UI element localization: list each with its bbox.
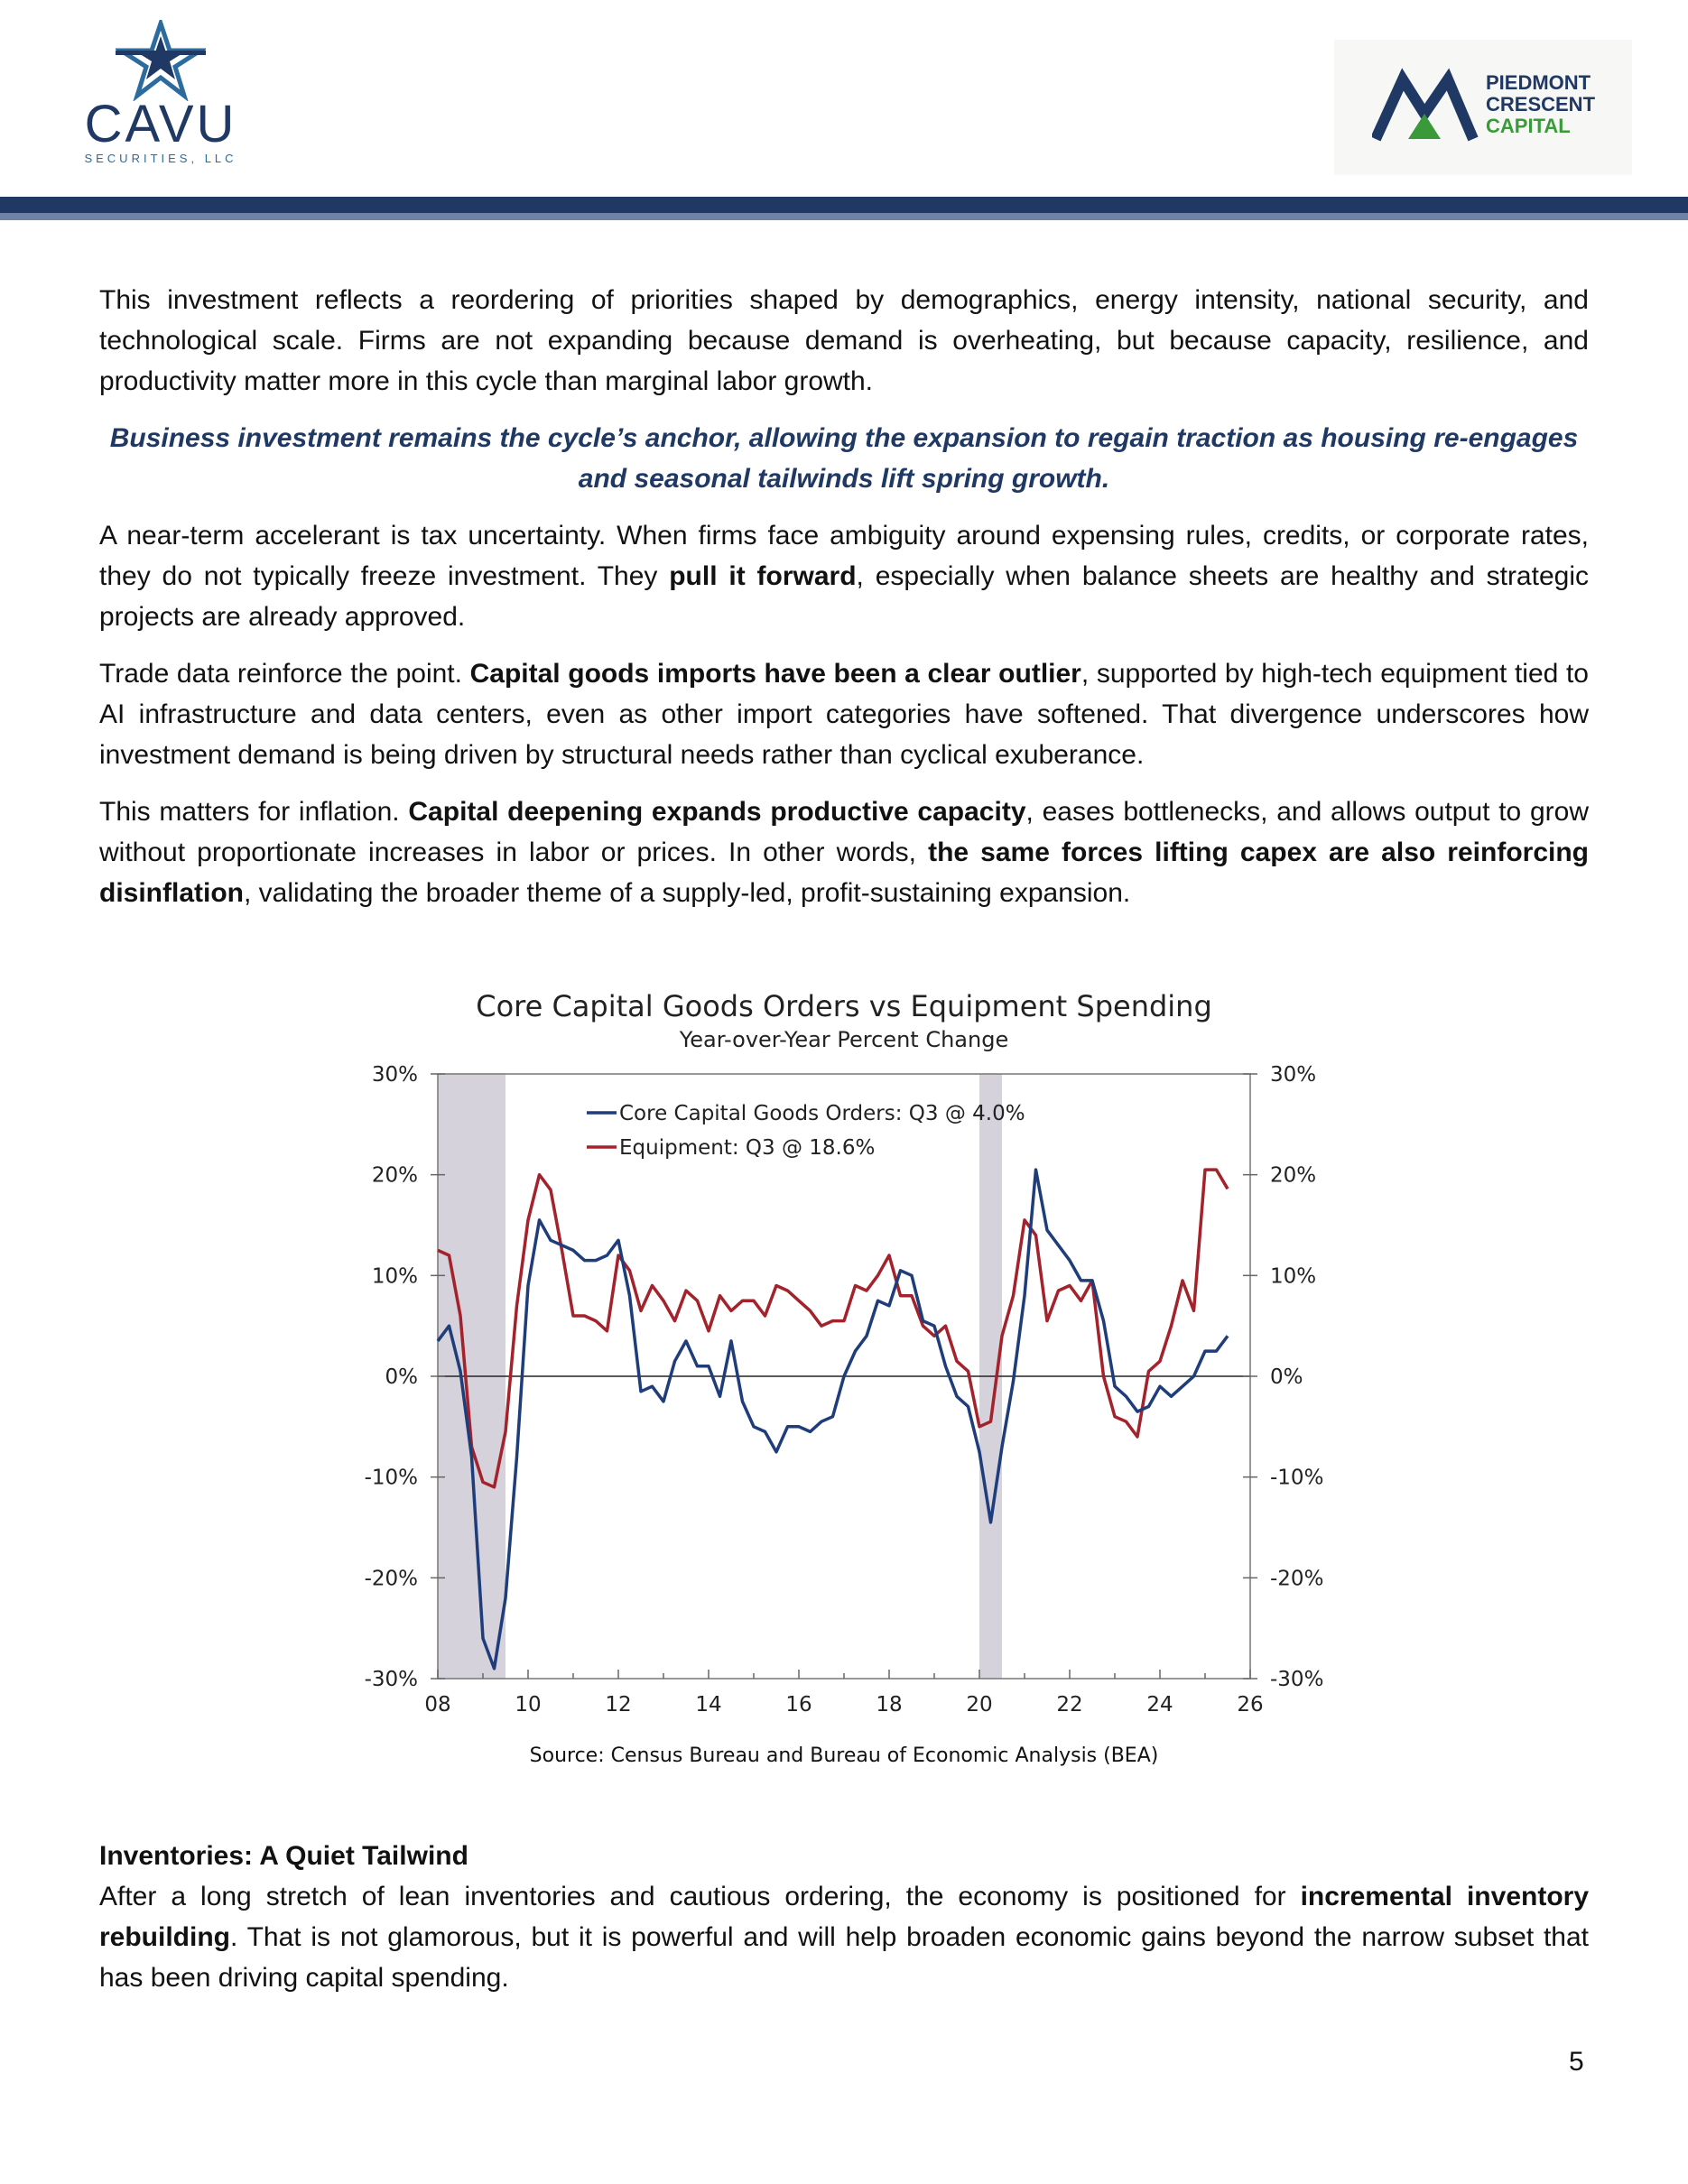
cavu-subtitle: SECURITIES, LLC [84,152,237,165]
x-tick-label-5: 18 [876,1693,903,1717]
capital-goods-chart [343,984,1345,1778]
p2-text-a: A near-term accelerant is tax uncertainty. When firms face ambiguity around expensing rules, credits, or corporate rates, they do not typically freeze investment. They [99,521,1589,591]
y-tick-label-left-0: 30% [371,1063,418,1087]
p2-bold: pull it forward [669,561,857,591]
y-tick-label-left-6: -30% [364,1668,418,1691]
section-paragraph [99,1876,1589,1998]
chart-svg [343,984,1345,1778]
p4-text-a: This matters for inflation. [99,797,409,827]
p4-bold-1: Capital deepening expands productive capacity [408,797,1026,827]
piedmont-crescent-text [1486,72,1595,137]
y-tick-label-right-4: -10% [1270,1466,1324,1490]
y-tick-label-left-4: -10% [364,1466,418,1490]
pcc-line-1: PIEDMONT [1486,71,1591,94]
y-tick-label-left-2: 10% [371,1264,418,1289]
series-line-0 [438,1170,1228,1669]
section-bold: incremental inventory rebuilding [99,1882,1589,1952]
star-icon [116,20,206,101]
section-heading: Inventories: A Quiet Tailwind [99,1841,468,1871]
y-tick-label-right-1: 20% [1270,1163,1317,1188]
page-number: 5 [1569,2047,1584,2077]
body-text [99,280,1589,930]
paragraph-3 [99,653,1589,775]
paragraph-4 [99,791,1589,913]
x-tick-label-3: 14 [695,1693,722,1717]
y-tick-label-left-3: 0% [385,1365,418,1389]
x-tick-label-0: 08 [424,1693,451,1717]
p3-text-a: Trade data reinforce the point. [99,659,470,689]
mountain-icon [1372,67,1479,143]
legend-label-0: Core Capital Goods Orders: Q3 @ 4.0% [619,1102,1025,1125]
x-tick-label-6: 20 [966,1693,993,1717]
p4-text-c: , eases bottlenecks, and allows output to grow without proportionate increases in labor or prices. In other words, [99,797,1590,867]
p3-bold: Capital goods imports have been a clear outlier [469,659,1081,689]
y-tick-label-right-2: 10% [1270,1264,1317,1289]
x-tick-label-7: 22 [1056,1693,1083,1717]
y-tick-label-left-1: 20% [371,1163,418,1188]
x-tick-label-8: 24 [1146,1693,1173,1717]
y-tick-label-right-6: -30% [1270,1668,1324,1691]
cavu-logo [79,20,242,171]
p3-text-c: , supported by high-tech equipment tied to AI infrastructure and data centers, even as other import categories have softened. That divergence underscores how investment demand is being driven by structural needs rather than cyclical exuberance. [99,659,1589,770]
p2-text-c: , especially when balance sheets are healthy and strategic projects are already approved. [99,561,1589,632]
piedmont-crescent-logo [1334,40,1632,175]
header-rule-light [0,213,1688,220]
x-tick-label-2: 12 [605,1693,632,1717]
page-header [0,0,1688,226]
series-lines [438,1170,1228,1669]
section-text-a: After a long stretch of lean inventories and cautious ordering, the economy is positioned for [99,1882,1301,1911]
p4-bold-2: the same forces lifting capex are also reinforcing disinflation [99,838,1589,908]
x-tick-label-1: 10 [515,1693,542,1717]
legend-label-1: Equipment: Q3 @ 18.6% [619,1136,876,1160]
y-tick-label-right-5: -20% [1270,1567,1324,1591]
y-tick-label-right-3: 0% [1270,1365,1303,1389]
cavu-wordmark: CAVU [84,95,237,153]
x-tick-label-9: 26 [1237,1693,1264,1717]
paragraph-2 [99,515,1589,637]
chart-subtitle: Year-over-Year Percent Change [679,1027,1009,1052]
section-text-c: . That is not glamorous, but it is powerful and will help broaden economic gains beyond the narrow subset that has been driving capital spending. [99,1922,1589,1993]
inventories-section [99,1836,1589,1998]
chart-source: Source: Census Bureau and Bureau of Economic Analysis (BEA) [529,1744,1159,1767]
y-tick-label-left-5: -20% [364,1567,418,1591]
pcc-line-3: CAPITAL [1486,115,1571,137]
header-rule-dark [0,197,1688,213]
series-line-1 [438,1170,1228,1487]
pcc-line-2: CRESCENT [1486,93,1596,116]
y-tick-label-right-0: 30% [1270,1063,1317,1087]
paragraph-1: This investment reflects a reordering of priorities shaped by demographics, energy intensity, national security, and technological scale. Firms are not expanding because demand is overheating, but because capacity, resilience, and productivity matter more in this cycle than marginal labor growth. [99,285,1589,396]
chart-legend [578,1090,1025,1166]
chart-title: Core Capital Goods Orders vs Equipment Spending [476,989,1212,1023]
x-tick-label-4: 16 [785,1693,812,1717]
callout-text: Business investment remains the cycle’s anchor, allowing the expansion to regain traction as housing re-engages and seasonal tailwinds lift spring growth. [109,423,1579,494]
p4-text-e: , validating the broader theme of a supply-led, profit-sustaining expansion. [244,878,1131,908]
